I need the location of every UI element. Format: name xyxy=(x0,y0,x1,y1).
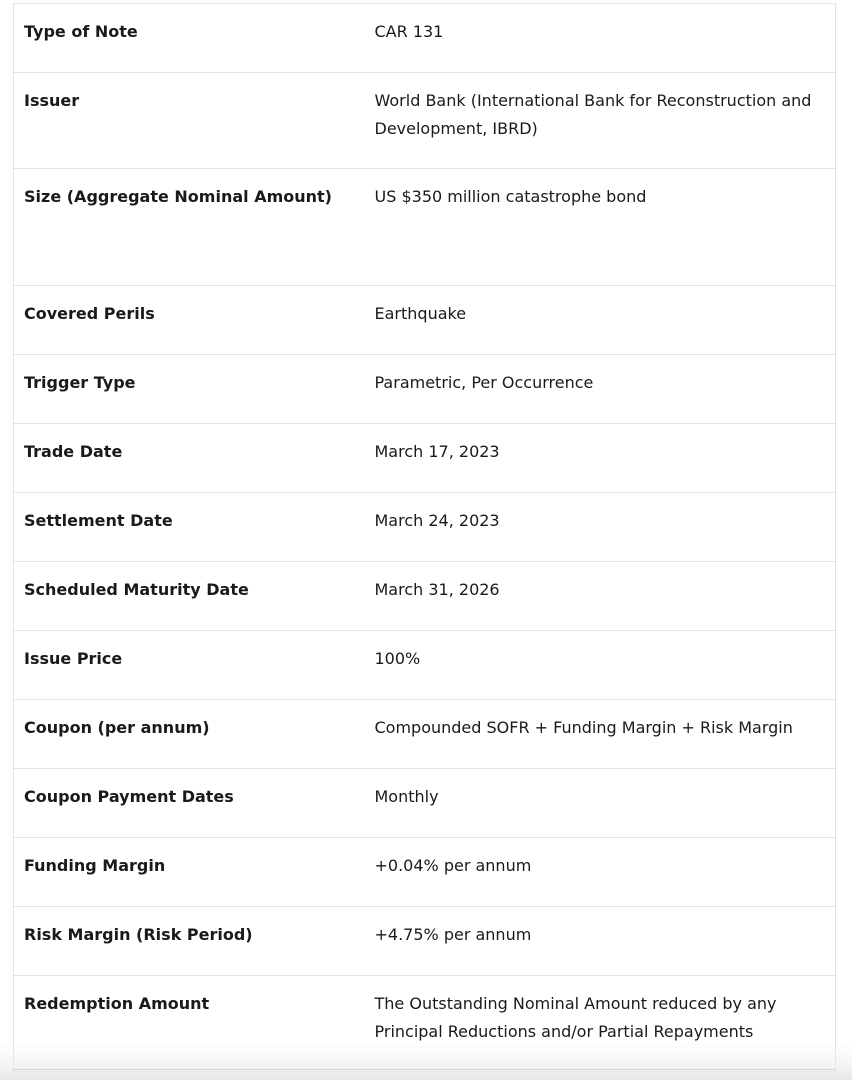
term-label: Size (Aggregate Nominal Amount) xyxy=(14,169,364,286)
table-row xyxy=(14,73,836,169)
table-row xyxy=(14,976,836,1072)
term-label: Coupon Payment Dates xyxy=(14,769,364,838)
table-row xyxy=(14,286,836,355)
term-value: US $350 million catastrophe bond xyxy=(364,169,836,286)
term-label: Covered Perils xyxy=(14,286,364,355)
table-row xyxy=(14,4,836,73)
table-row xyxy=(14,700,836,769)
term-value: World Bank (International Bank for Reconstruction and Development, IBRD) xyxy=(364,73,836,169)
term-value: March 24, 2023 xyxy=(364,493,836,562)
table-row xyxy=(14,169,836,286)
term-label: Scheduled Maturity Date xyxy=(14,562,364,631)
table-row xyxy=(14,355,836,424)
term-value: CAR 131 xyxy=(364,4,836,73)
table-row xyxy=(14,424,836,493)
table-row xyxy=(14,562,836,631)
term-value: +4.75% per annum xyxy=(364,907,836,976)
term-label: Trade Date xyxy=(14,424,364,493)
table-row xyxy=(14,493,836,562)
term-label: Issue Price xyxy=(14,631,364,700)
table-row xyxy=(14,838,836,907)
table-row xyxy=(14,769,836,838)
term-value: March 17, 2023 xyxy=(364,424,836,493)
table-bottom-border xyxy=(13,1069,835,1070)
term-label: Risk Margin (Risk Period) xyxy=(14,907,364,976)
term-value: Parametric, Per Occurrence xyxy=(364,355,836,424)
term-value: Monthly xyxy=(364,769,836,838)
term-label: Issuer xyxy=(14,73,364,169)
table-row xyxy=(14,631,836,700)
term-value: 100% xyxy=(364,631,836,700)
terms-table xyxy=(13,3,836,1072)
term-label: Redemption Amount xyxy=(14,976,364,1072)
term-value: The Outstanding Nominal Amount reduced by any Principal Reductions and/or Partial Repayments xyxy=(364,976,836,1072)
table-row xyxy=(14,907,836,976)
term-label: Trigger Type xyxy=(14,355,364,424)
term-value: Earthquake xyxy=(364,286,836,355)
term-value: March 31, 2026 xyxy=(364,562,836,631)
term-label: Type of Note xyxy=(14,4,364,73)
term-label: Funding Margin xyxy=(14,838,364,907)
term-value: +0.04% per annum xyxy=(364,838,836,907)
term-value: Compounded SOFR + Funding Margin + Risk Margin xyxy=(364,700,836,769)
term-label: Settlement Date xyxy=(14,493,364,562)
term-label: Coupon (per annum) xyxy=(14,700,364,769)
